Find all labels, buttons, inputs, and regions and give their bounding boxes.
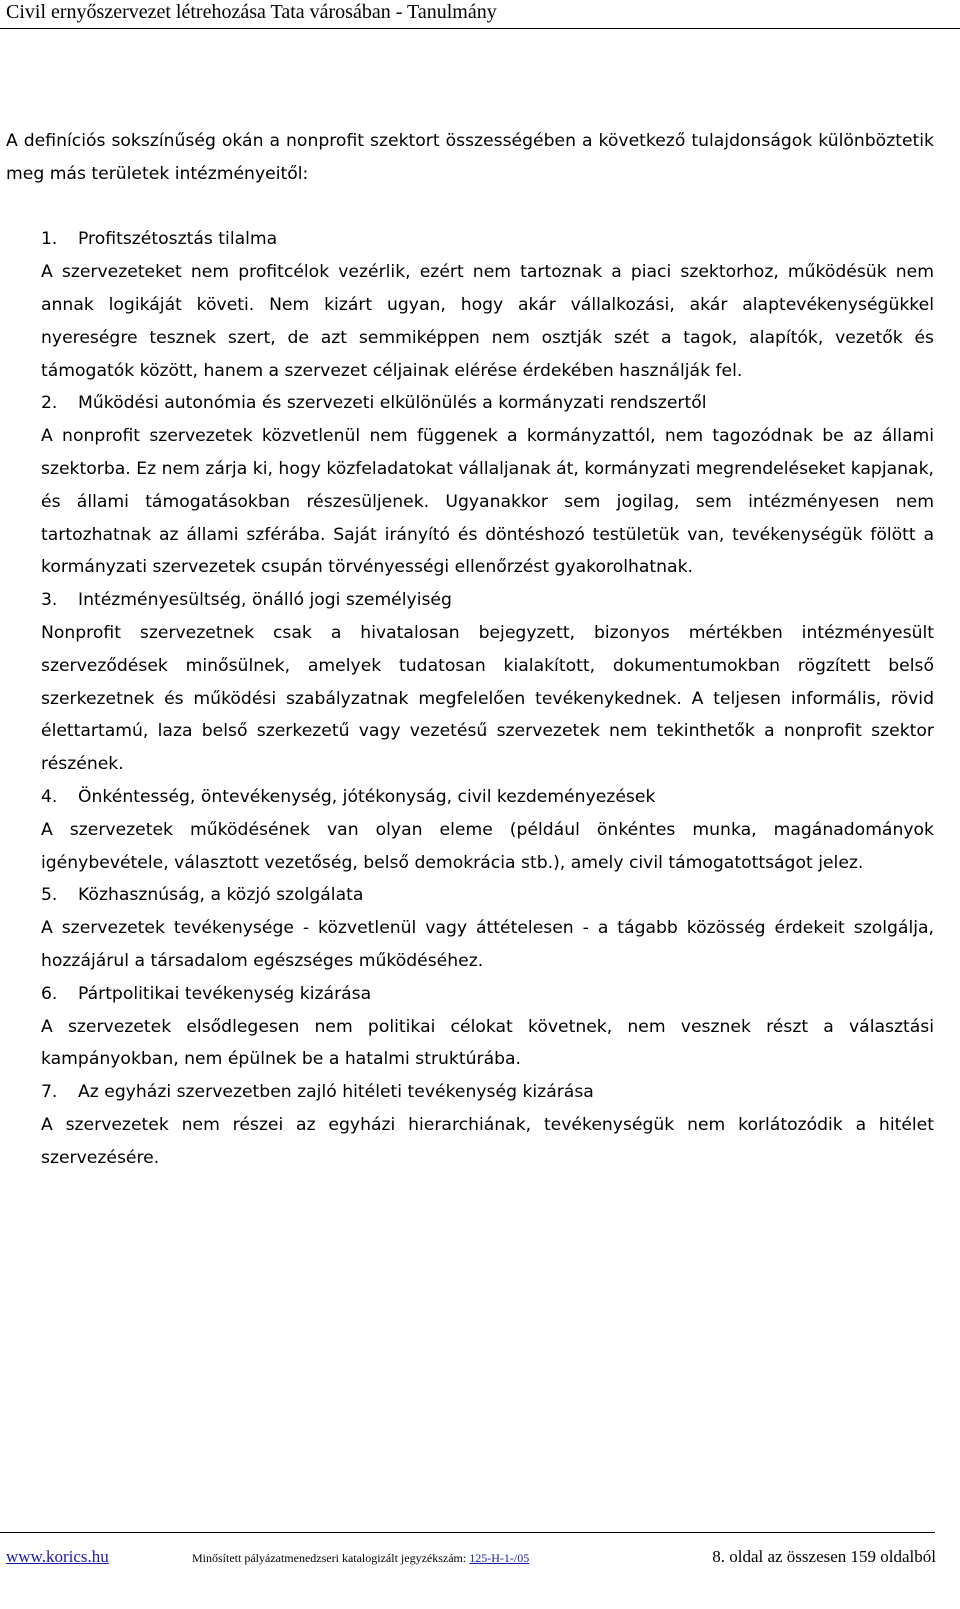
list-item (41, 978, 934, 1076)
catalog-info (192, 1551, 529, 1566)
list-item-title: Önkéntesség, öntevékenység, jótékonyság, civil kezdeményezések (78, 786, 656, 807)
site-link[interactable]: www.korics.hu (6, 1547, 109, 1566)
list-item (41, 223, 934, 387)
list-item-body: A szervezetek tevékenysége - közvetlenül vagy áttételesen - a tágabb közösség érdekeit szolgálja, hozzájárul a társadalom egészséges működéséhez. (41, 918, 934, 971)
list-item (41, 879, 934, 977)
list-item-number: 5. (41, 885, 58, 906)
list-item (41, 387, 934, 584)
page-header (6, 0, 946, 28)
list-item (41, 1076, 934, 1174)
list-item-body: Nonprofit szervezetnek csak a hivatalosan bejegyzett, bizonyos mértékben intézményesült szerveződések minősülnek, amelyek tudatosan kialakított, dokumentumokban rögzített belső szerkezetnek és működési szabályzatnak megfelelően tevékenykednek. A teljesen informális, rövid élettartamú, laza belső szerkezetű vagy vezetésű szervezetek nem tekinthetők a nonprofit szektor részének. (41, 622, 934, 775)
list-item-heading (41, 781, 934, 814)
list-item (41, 584, 934, 781)
list-item-body: A szervezetek nem részei az egyházi hierarchiának, tevékenységük nem korlátozódik a hitélet szervezésére. (41, 1114, 934, 1168)
list-item-heading (41, 584, 934, 617)
catalog-number-link[interactable]: 125-H-1-/05 (469, 1551, 530, 1565)
list-item-title: Pártpolitikai tevékenység kizárása (78, 983, 372, 1004)
list-item-title: Intézményesültség, önálló jogi személyiség (78, 590, 452, 611)
list-item-number: 4. (41, 786, 58, 807)
document-body (0, 125, 934, 1175)
list-item (41, 781, 934, 879)
list-item-title: Közhasznúság, a közjó szolgálata (78, 885, 364, 906)
list-item-title: Működési autonómia és szervezeti elkülönülés a kormányzati rendszertől (78, 393, 707, 414)
header-divider (0, 28, 960, 29)
list-item-body: A szervezeteket nem profitcélok vezérlik, ezért nem tartoznak a piaci szektorhoz, működésük nem annak logikáját követi. Nem kizárt ugyan, hogy akár vállalkozási, akár alaptevékenységükkel nyereségre tesznek szert, de azt semmiképpen nem osztják szét a tagok, alapítók, vezetők és támogatók között, hanem a szervezet céljainak elérése érdekében használják fel. (41, 262, 934, 381)
page-footer (6, 1547, 936, 1571)
list-item-title: Profitszétosztás tilalma (78, 229, 278, 250)
list-item-body: A nonprofit szervezetek közvetlenül nem függenek a kormányzattól, nem tagozódnak be az állami szektorba. Ez nem zárja ki, hogy közfeladatokat vállaljanak át, kormányzati megrendeléseket kapjanak, és állami támogatásokban részesüljenek. Ugyanakkor sem jogilag, sem intézményesen nem tartozhatnak az állami szférába. Saját irányító és döntéshozó testületük van, tevékenységük fölött a kormányzati szervezetek csupán törvényességi ellenőrzést gyakorolhatnak. (41, 426, 934, 578)
page-number: 8. oldal az összesen 159 oldalból (712, 1547, 936, 1566)
list-item-number: 3. (41, 590, 58, 611)
list-item-number: 6. (41, 983, 58, 1004)
list-item-body: A szervezetek elsődlegesen nem politikai célokat követnek, nem vesznek részt a választási kampányokban, nem épülnek be a hatalmi struktúrába. (41, 1016, 934, 1070)
list-item-body: A szervezetek működésének van olyan eleme (például önkéntes munka, magánadományok igénybevétele, választott vezetőség, belső demokrácia stb.), amely civil támogatottságot jelez. (41, 819, 934, 873)
paragraph-spacer (0, 191, 934, 224)
list-item-heading (41, 1076, 934, 1109)
list-item-title: Az egyházi szervezetben zajló hitéleti tevékenység kizárása (78, 1082, 594, 1103)
footer-divider (0, 1532, 935, 1533)
list-item-heading (41, 223, 934, 256)
list-item-heading (41, 879, 934, 912)
list-item-heading (41, 387, 934, 420)
list-item-number: 7. (41, 1082, 58, 1103)
catalog-label: Minősített pályázatmenedzseri katalogizált jegyzékszám: (192, 1551, 470, 1565)
list-item-number: 1. (41, 229, 58, 250)
list-item-number: 2. (41, 393, 58, 414)
header-title: Civil ernyőszervezet létrehozása Tata városában - Tanulmány (6, 1, 497, 23)
intro-paragraph: A definíciós sokszínűség okán a nonprofit szektort összességében a következő tulajdonságok különböztetik meg más területek intézményeitől: (6, 131, 934, 184)
list-item-heading (41, 978, 934, 1011)
